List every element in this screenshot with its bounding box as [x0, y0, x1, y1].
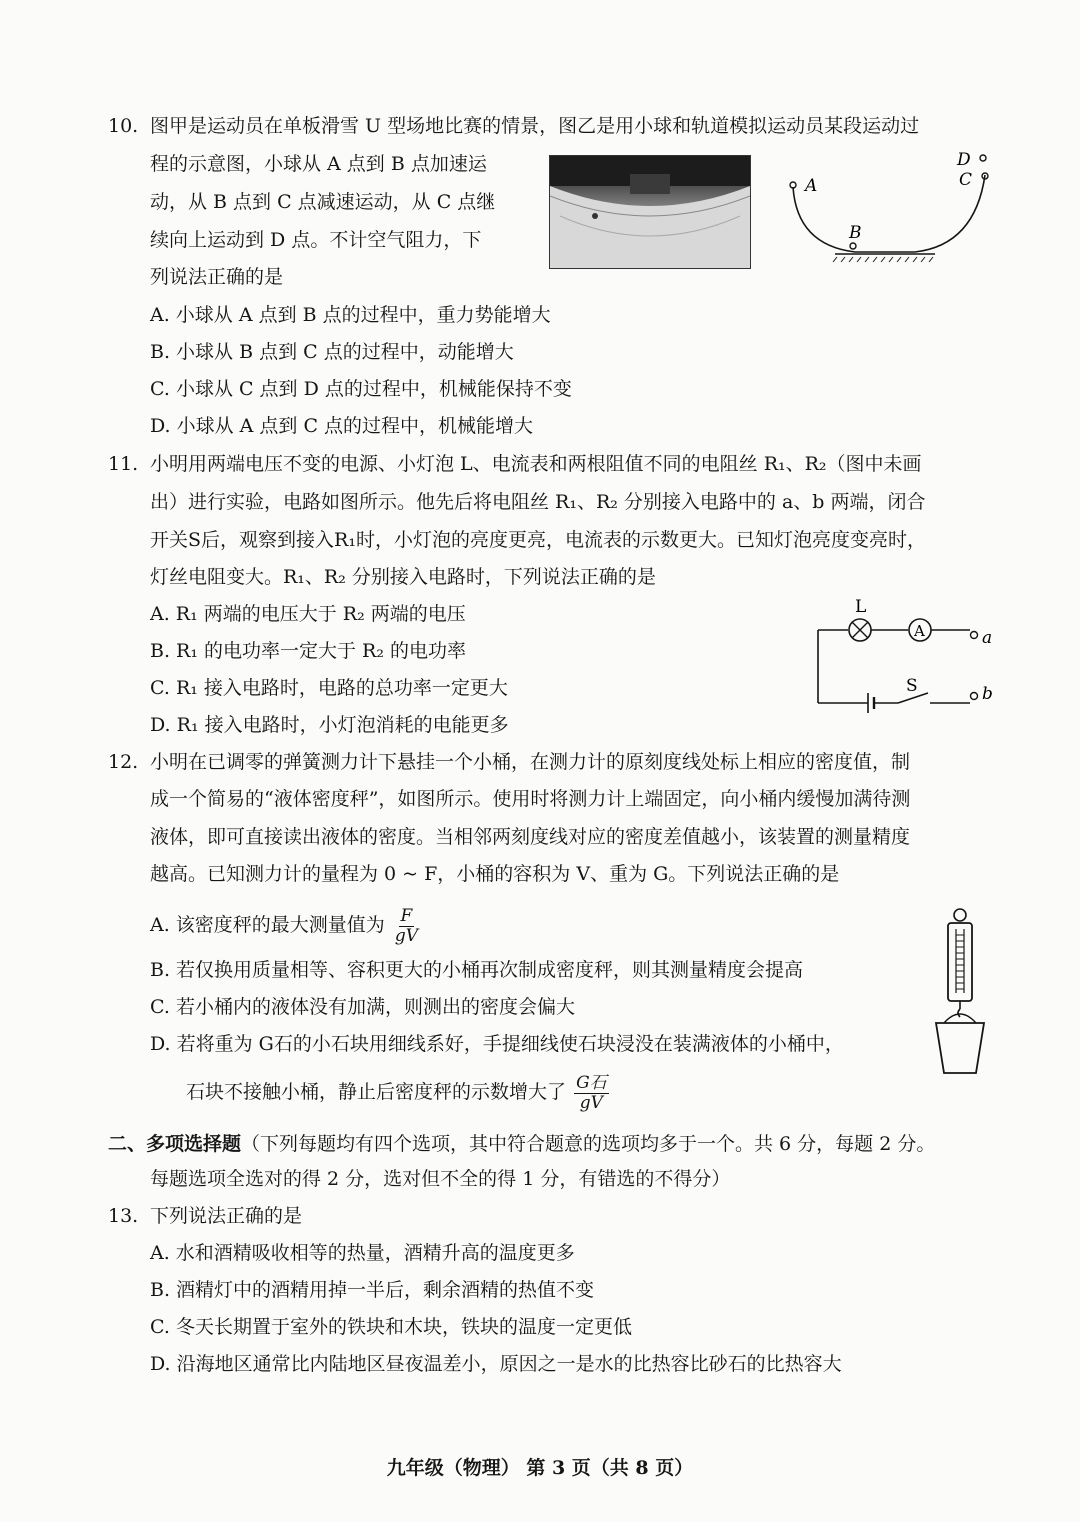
q10-option-d: D. 小球从 A 点到 C 点的过程中，机械能增大	[150, 415, 534, 437]
q10-stem-line4: 续向上运动到 D 点。不计空气阻力，下	[150, 229, 482, 251]
fraction-numerator: G石	[576, 1072, 607, 1093]
ammeter-label: A	[914, 622, 925, 640]
q13-option-c: C. 冬天长期置于室外的铁块和木块，铁块的温度一定更低	[150, 1316, 632, 1338]
q13-option-b: B. 酒精灯中的酒精用掉一半后，剩余酒精的热值不变	[150, 1279, 595, 1301]
q12-option-a-fraction	[393, 907, 420, 946]
q13-option-a: A. 水和酒精吸收相等的热量，酒精升高的温度更多	[150, 1242, 575, 1264]
snowboard-halfpipe-photo	[549, 155, 751, 269]
fraction-denominator: gV	[394, 925, 419, 946]
q11-option-c: C. R₁ 接入电路时，电路的总功率一定更大	[150, 677, 508, 699]
label-a: A	[805, 176, 818, 196]
q10-stem-line5: 列说法正确的是	[150, 266, 284, 288]
q12-option-a	[150, 905, 420, 946]
q11-option-b: B. R₁ 的电功率一定大于 R₂ 的电功率	[150, 640, 467, 662]
track-diagram	[775, 145, 1005, 270]
q10-stem-line1: 图甲是运动员在单板滑雪 U 型场地比赛的情景，图乙是用小球和轨道模拟运动员某段运动过	[150, 115, 920, 137]
q10-number: 10.	[108, 115, 139, 137]
q12-option-d-continued	[186, 1072, 609, 1113]
q12-option-d-text2: 石块不接触小桶，静止后密度秤的示数增大了	[186, 1081, 567, 1103]
q10-stem-line2: 程的示意图，小球从 A 点到 B 点加速运	[150, 153, 487, 175]
q11-stem-line2: 出）进行实验，电路如图所示。他先后将电阻丝 R₁、R₂ 分别接入电路中的 a、b 两端，闭合	[150, 491, 926, 513]
section2-header-line1	[108, 1131, 935, 1157]
circuit-diagram	[810, 595, 1000, 720]
q11-option-a: A. R₁ 两端的电压大于 R₂ 两端的电压	[150, 603, 466, 625]
q11-option-d: D. R₁ 接入电路时，小灯泡消耗的电能更多	[150, 714, 509, 736]
q10-stem-line3: 动，从 B 点到 C 点减速运动，从 C 点继	[150, 191, 496, 213]
fraction-numerator: F	[400, 905, 413, 926]
label-d: D	[957, 150, 971, 170]
q12-stem-line3: 液体，即可直接读出液体的密度。当相邻两刻度线对应的密度差值越小，该装置的测量精度	[150, 826, 911, 848]
section2-title: 二、多项选择题	[108, 1133, 242, 1155]
label-c: C	[959, 170, 973, 190]
q12-stem-line1: 小明在已调零的弹簧测力计下悬挂一个小桶，在测力计的原刻度线处标上相应的密度值，制	[150, 751, 911, 773]
q10-option-a: A. 小球从 A 点到 B 点的过程中，重力势能增大	[150, 304, 551, 326]
terminal-a-label: a	[982, 628, 993, 648]
section2-instructions: （下列每题均有四个选项，其中符合题意的选项均多于一个。共 6 分，每题 2 分。	[241, 1133, 936, 1155]
q11-stem-line3: 开关S后，观察到接入R₁时，小灯泡的亮度更亮，电流表的示数更大。已知灯泡亮度变亮时，	[150, 529, 926, 551]
q12-option-c: C. 若小桶内的液体没有加满，则测出的密度会偏大	[150, 996, 575, 1018]
page-footer: 九年级（物理） 第 3 页（共 8 页）	[386, 1457, 694, 1479]
label-b: B	[849, 223, 862, 243]
q11-stem-line1: 小明用两端电压不变的电源、小灯泡 L、电流表和两根阻值不同的电阻丝 R₁、R₂（图中未画	[150, 453, 922, 475]
q12-option-d-fraction	[574, 1074, 609, 1113]
q12-option-b: B. 若仅换用质量相等、容积更大的小桶再次制成密度秤，则其测量精度会提高	[150, 959, 804, 981]
q13-number: 13.	[108, 1205, 139, 1227]
q12-number: 12.	[108, 751, 139, 773]
fraction-denominator: gV	[579, 1092, 603, 1113]
spring-scale-diagram	[930, 905, 1000, 1080]
switch-label: S	[906, 676, 918, 696]
terminal-b-label: b	[982, 684, 993, 704]
q12-stem-line4: 越高。已知测力计的量程为 0 ~ F，小桶的容积为 V、重为 G。下列说法正确的是	[150, 863, 840, 885]
q11-number: 11.	[108, 453, 139, 475]
q12-option-a-text: A. 该密度秤的最大测量值为	[150, 914, 385, 936]
q11-stem-line4: 灯丝电阻变大。R₁、R₂ 分别接入电路时，下列说法正确的是	[150, 566, 656, 588]
q12-option-d: D. 若将重为 G石的小石块用细线系好，手提细线使石块浸没在装满液体的小桶中，	[150, 1033, 844, 1055]
lamp-label: L	[855, 597, 867, 617]
q10-option-c: C. 小球从 C 点到 D 点的过程中，机械能保持不变	[150, 378, 572, 400]
section2-header-line2: 每题选项全选对的得 2 分，选对但不全的得 1 分，有错选的不得分）	[150, 1168, 731, 1190]
q12-stem-line2: 成一个简易的“液体密度秤”，如图所示。使用时将测力计上端固定，向小桶内缓慢加满待测	[150, 788, 911, 810]
q13-option-d: D. 沿海地区通常比内陆地区昼夜温差小，原因之一是水的比热容比砂石的比热容大	[150, 1353, 842, 1375]
q10-option-b: B. 小球从 B 点到 C 点的过程中，动能增大	[150, 341, 514, 363]
q13-stem: 下列说法正确的是	[150, 1205, 303, 1227]
